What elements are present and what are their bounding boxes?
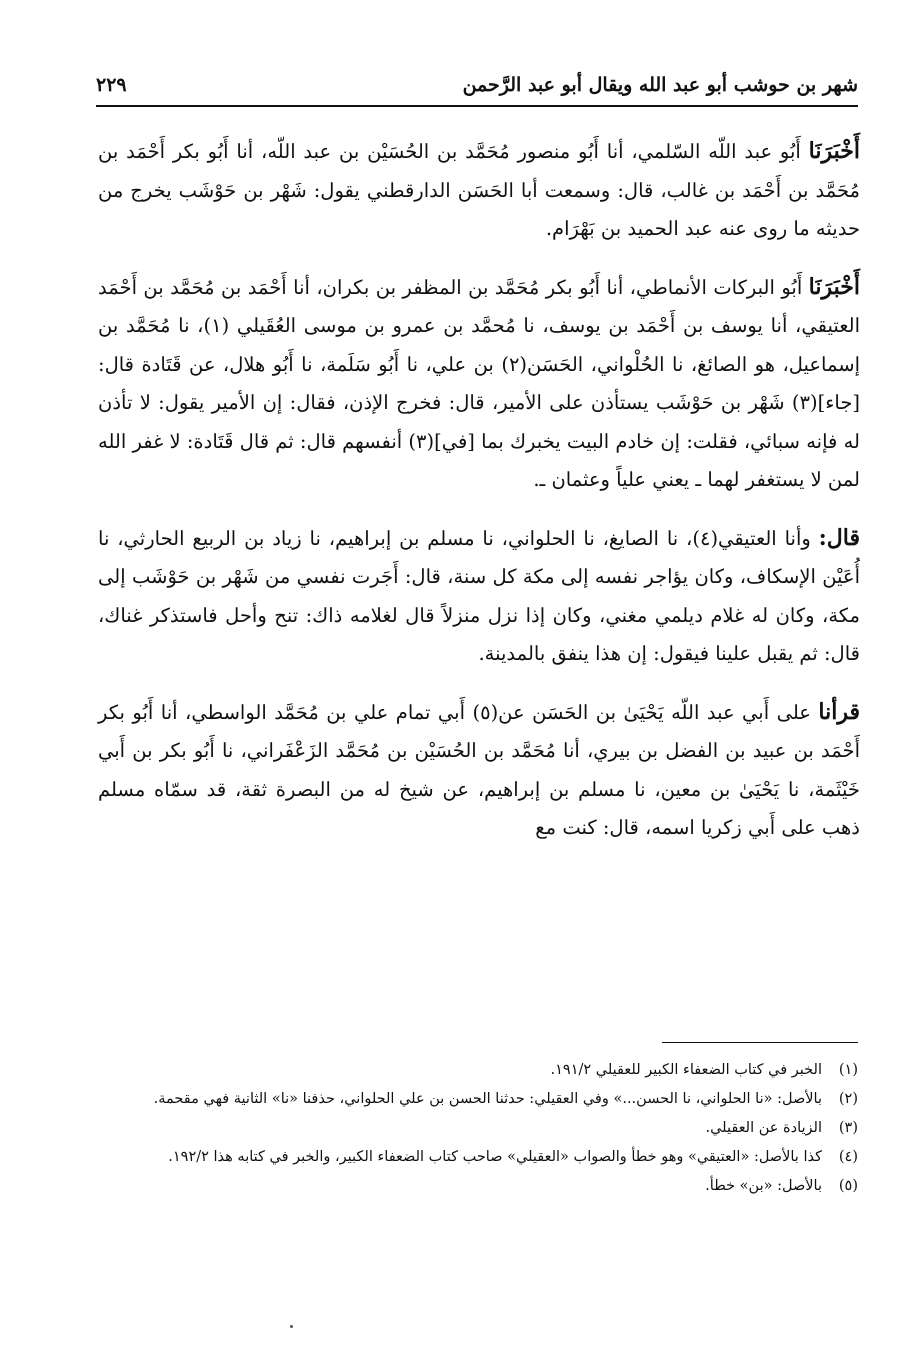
footnote-text: بالأصل: «نا الحلواني، نا الحسن...» وفي العقيلي: حدثنا الحسن بن علي الحلواني، حذفنا «نا» الثانية فهي مقحمة. [153, 1091, 822, 1107]
paragraph-3 [98, 519, 860, 674]
footnote [100, 1145, 858, 1170]
footnote-number: (٥) [838, 1178, 858, 1194]
scan-speck [290, 1325, 293, 1328]
main-text [98, 132, 860, 867]
footnote [100, 1116, 858, 1141]
footnote-number: (٤) [838, 1149, 858, 1165]
header-rule [96, 105, 858, 107]
footnote-rule [662, 1042, 858, 1043]
running-header [96, 68, 858, 102]
running-title: شهر بن حوشب أبو عبد الله ويقال أبو عبد الرَّحمن [462, 74, 858, 96]
footnote [100, 1087, 858, 1112]
footnote-text: الزيادة عن العقيلي. [705, 1120, 822, 1136]
footnote-number: (١) [838, 1062, 858, 1078]
footnote-text: بالأصل: «بن» خطأ. [705, 1178, 822, 1194]
footnotes [100, 1058, 858, 1203]
paragraph-lead: أَخْبَرَنَا [808, 273, 860, 300]
paragraph-2 [98, 268, 860, 500]
footnote-text: كذا بالأصل: «العتيقي» وهو خطأ والصواب «العقيلي» صاحب كتاب الضعفاء الكبير، والخبر في كتابه هذا ١٩٢/٢. [168, 1149, 822, 1165]
paragraph-text: أَبُو البركات الأنماطي، أنا أَبُو بكر مُحَمَّد بن المظفر بن بكران، أنا أَحْمَد بن مُحَمَّد بن أَحْمَد العتيقي، أنا يوسف بن أَحْمَد بن يوسف، نا مُحمَّد بن عمرو بن موسى العُقَيلي (١)، نا مُحَمَّد بن إسماعيل، هو الصائغ، نا الحُلْواني، الحَسَن(٢) بن علي، نا أَبُو سَلَمة، نا أَبُو هلال، عن قَتَادة قال: [جاء](٣) شَهْر بن حَوْشَب يستأذن على الأمير، قال: فخرج الإذن، فقال: إن الأمير يقول: لا تأذن له فإنه سبائي، فقلت: إن خادم البيت يخبرك بما [في](٣) أنفسهم قال: ثم قال قَتَادة: لا غفر الله لمن لا يستغفر لهما ـ يعني علياً وعثمان ـ. [98, 275, 860, 491]
footnote-text: الخبر في كتاب الضعفاء الكبير للعقيلي ١٩١/٢. [550, 1062, 822, 1078]
paragraph-text: على أَبي عبد اللّه يَحْيَىٰ بن الحَسَن عن(٥) أَبي تمام علي بن مُحَمَّد الواسطي، أنا أَبُو بكر أَحْمَد بن عبيد بن الفضل بن بيري، أنا مُحَمَّد بن الحُسَيْن بن مُحَمَّد الزَعْفَراني، نا أَبُو بكر بن أَبي خَيْثَمة، نا يَحْيَىٰ بن معين، نا مسلم بن إبراهيم، عن شيخ له من البصرة ثقة، قد سمّاه مسلم ذهب على أَبي زكريا اسمه، قال: كنت مع [98, 700, 860, 839]
page-number: ٢٢٩ [96, 74, 127, 96]
paragraph-lead: قرأنا [818, 698, 860, 725]
paragraph-text: أَبُو عبد اللّه السّلمي، أنا أَبُو منصور مُحَمَّد بن الحُسَيْن بن عبد اللّه، أنا أَبُو بكر أَحْمَد بن مُحَمَّد بن أَحْمَد بن غالب، قال: وسمعت أبا الحَسَن الدارقطني يقول: شَهْر بن حَوْشَب يخرج من حديثه ما روى عنه عبد الحميد بن بَهْرَام. [98, 140, 860, 240]
footnote-number: (٣) [838, 1120, 858, 1136]
footnote-number: (٢) [838, 1091, 858, 1107]
footnote [100, 1174, 858, 1199]
paragraph-text: وأنا العتيقي(٤)، نا الصايغ، نا الحلواني، نا مسلم بن إبراهيم، نا زياد بن الربيع الحارثي، نا أُعَيْن الإسكاف، وكان يؤاجر نفسه إلى مكة كل سنة، قال: أَجَرت نفسي من شَهْر بن حَوْشَب إلى مكة، وكان له غلام ديلمي مغني، وكان إذا نزل منزلاً قال لغلامه ذاك: تنح وأحل فاستذكر غناك، قال: ثم يقبل علينا فيقول: إن هذا ينفق بالمدينة. [98, 526, 860, 665]
paragraph-1 [98, 132, 860, 249]
paragraph-lead: أَخْبَرَنَا [808, 138, 860, 164]
paragraph-4 [98, 693, 860, 848]
footnote [100, 1058, 858, 1083]
paragraph-lead: قال: [818, 524, 860, 551]
